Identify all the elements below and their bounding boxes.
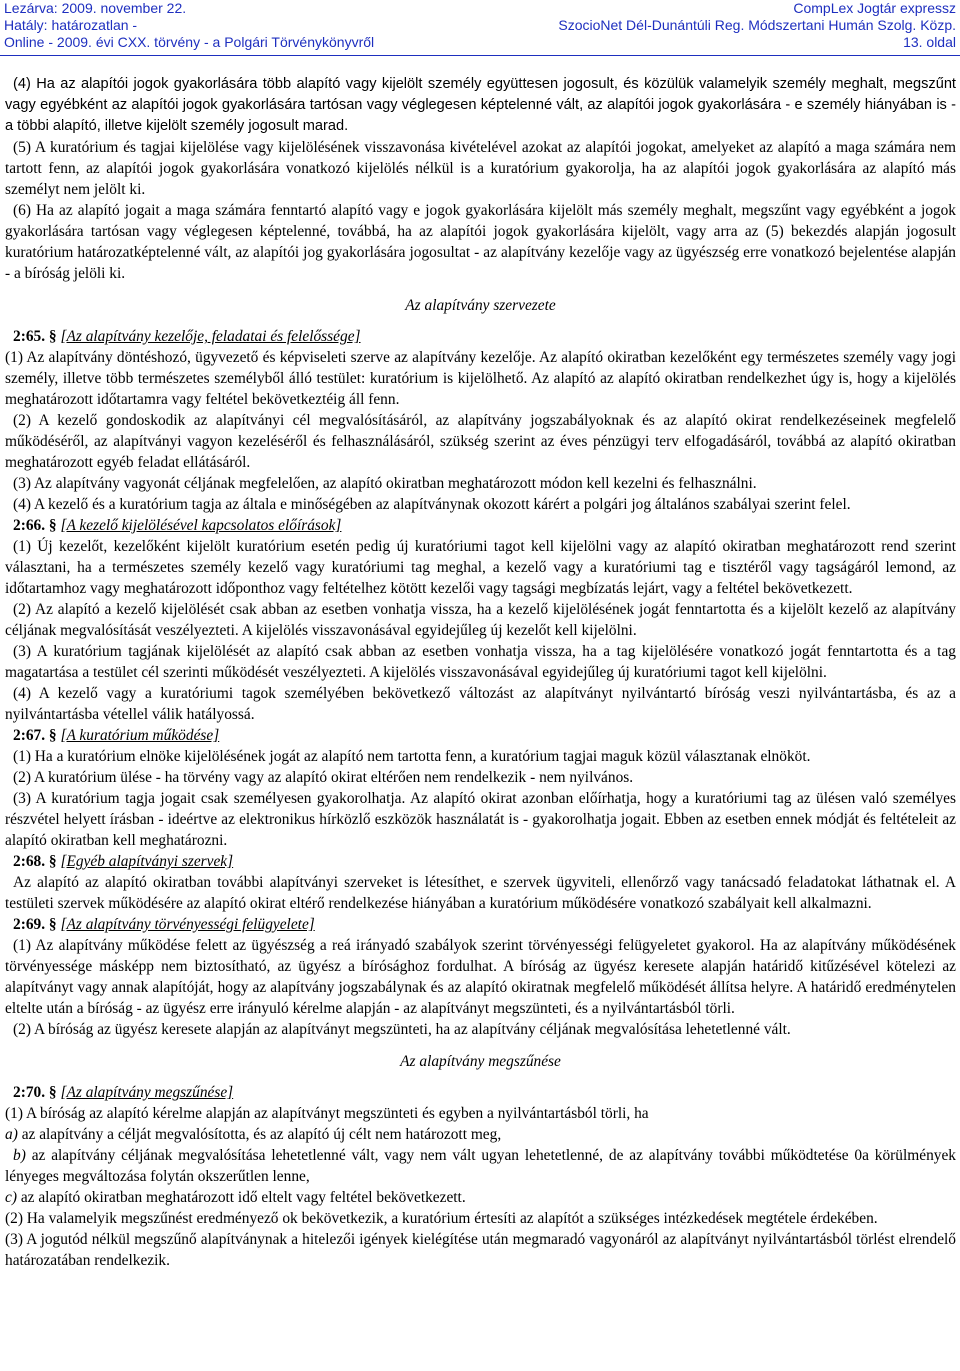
section-2-66-para-4: (4) A kezelő vagy a kuratóriumi tagok személyében bekövetkező változást az alapítványt nyilvántartó bíróság veszi nyilvántartásba, és az a nyilvántartásba vétellel válik hatályossá.: [5, 685, 956, 723]
section-number: 2:66. §: [13, 517, 57, 534]
section-title: [Az alapítvány kezelője, feladatai és felelőssége]: [60, 328, 361, 345]
section-heading-termination: Az alapítvány megszűnése: [400, 1053, 561, 1070]
section-2-67-para-2: (2) A kuratórium ülése - ha törvény vagy az alapító okirat eltérően nem rendelkezik - nem nyilvános.: [13, 769, 634, 786]
section-2-67-para-3: (3) A kuratórium tagja jogait csak személyesen gyakorolhatja. Az alapító okirat azonban előírhatja, hogy a kuratóriumi tag az ülésen való személyes részvétel helyett írásban - ideértve az elektronikus hírközlő eszközök használatát is - gyakorolhatja jogait. Ebben az esetben ennek módját és feltételeit az alapító okiratban kell meghatározni.: [5, 790, 956, 849]
section-2-69-heading: [5, 914, 956, 935]
section-2-70-point-c: [5, 1187, 956, 1208]
section-2-69-para-2: (2) A bíróság az ügyész keresete alapján az alapítványt megszünteti, ha az alapítvány céljának megvalósítása lehetetlenné vált.: [13, 1021, 791, 1038]
point-text: az alapítvány céljának megvalósítása lehetetlenné vált, vagy nem vált ugyan lehetetlenné, de az alapítvány további működtetése 0a körülmények lényeges megváltozása folytán okszerűtlen lenne,: [5, 1147, 956, 1185]
section-number: 2:70. §: [13, 1084, 57, 1101]
header-left: [4, 0, 374, 51]
section-2-66-para-3: (3) A kuratórium tagjának kijelölését az alapító csak abban az esetben vonhatja vissza, ha a tag kijelölésére vonatkozó jogát fenntartotta és a tag magatartása a testület cél szerinti működését veszélyezteti. A kijelölés visszavonásával egyidejűleg új kuratóriumi tagot kell kijelölni.: [5, 643, 956, 681]
header-product-name: CompLex Jogtár expressz: [793, 0, 956, 16]
section-number: 2:69. §: [13, 916, 57, 933]
section-number: 2:65. §: [13, 328, 57, 345]
point-text: az alapító okiratban meghatározott idő eltelt vagy feltétel bekövetkezett.: [20, 1189, 466, 1206]
section-2-68-para-1: Az alapító az alapító okiratban további alapítványi szerveket is létesíthet, e szervek ügyviteli, ellenőrző vagy tanácsadó feladatokat láthatnak el. A testületi szervek működésére az alapító okirat eltérő rendelkezése hiányában a kuratórium működésére vonatkozó szabályait kell alkalmazni.: [5, 874, 956, 912]
section-2-69-para-1: (1) Az alapítvány működése felett az ügyészség a reá irányadó szabályok szerint törvényességi felügyeletet gyakorol. Ha az alapítvány működésének törvényessége másképp nem biztosítható, az ügyész a bírósághoz fordulhat. A bíróság az ügyész keresete alapján határidő kitűzésével kötelezi az alapítványt vagy annak alapítóját, hogy az alapítvány jogszabálynak és az alapító okiratnak megfelelő működését állítsa helyre. A határidő eredménytelen eltelte után a bíróság - az ügyész erre irányuló kérelme alapján - az alapítványt megszünteti, és a nyilvántartásból törli.: [5, 937, 956, 1017]
section-2-70-para-2: (2) Ha valamelyik megszűnést eredményező ok bekövetkezik, a kuratórium értesíti az alapítót a szükséges intézkedések megtétele érdekében.: [5, 1210, 878, 1227]
header-divider: [0, 55, 960, 56]
document-body: [5, 71, 956, 1271]
section-2-67-heading: [5, 725, 956, 746]
section-2-66-heading: [5, 515, 956, 536]
section-title: [Egyéb alapítványi szervek]: [60, 853, 234, 870]
section-2-70-para-1: (1) A bíróság az alapító kérelme alapján az alapítványt megszünteti és egyben a nyilvántartásból törli, ha: [5, 1105, 649, 1122]
section-title: [A kezelő kijelölésével kapcsolatos előírások]: [60, 517, 342, 534]
section-2-65-para-4: (4) A kezelő és a kuratórium tagja az általa e minőségében az alapítványnak okozott kárért a polgári jog általános szabályai szerint felel.: [13, 496, 851, 513]
point-marker: b): [13, 1147, 26, 1164]
section-2-70-point-b: [5, 1145, 956, 1187]
header-right: [558, 0, 956, 51]
point-text: az alapítvány a célját megvalósította, és az alapító új célt nem határozott meg,: [21, 1126, 502, 1143]
point-marker: a): [5, 1126, 18, 1143]
section-number: 2:67. §: [13, 727, 57, 744]
header-organization: SzocioNet Dél-Dunántúli Reg. Módszertani Humán Szolg. Közp.: [558, 17, 956, 33]
section-2-66-para-2: (2) Az alapító a kezelő kijelölését csak abban az esetben vonhatja vissza, ha a kezelő kijelölésének jogát fenntartotta és a kijelölt kezelő az alapítvány céljának megvalósítását veszélyezteti. A kijelölés visszavonásával egyidejűleg új kezelőt kell kijelölni.: [5, 601, 956, 639]
paragraph-6: (6) Ha az alapító jogait a maga számára fenntartó alapító vagy e jogok gyakorlására kijelölt más személy meghalt, megszűnt vagy egyébként a jogok gyakorlására tartósan vagy véglegesen képtelenné, továbbá, ha az alapítói jogok gyakorlására kijelölt, vagy arra az (5) bekezdés alapján jogosult kuratórium határozatképtelenné vált, az alapítói jog gyakorlására jogosultat - az alapítvány kezelője vagy az ügyészség erre vonatkozó bejelentése alapján - a bíróság jelöli ki.: [5, 202, 956, 282]
paragraph-4: (4) Ha az alapítói jogok gyakorlására több alapító vagy kijelölt személy együttesen jogosult, és közülük valamelyik személy meghalt, megszűnt vagy egyébként az alapítói jogok gyakorlására tartósan vagy véglegesen képtelenné vált, az alapítói jogok gyakorlására - e személy hiányában is - a többi alapító, illetve kijelölt személy jogosult marad.: [5, 76, 956, 134]
section-2-70-heading: [5, 1082, 956, 1103]
section-2-65-para-3: (3) Az alapítvány vagyonát céljának megfelelően, az alapító okiratban meghatározott módon kell kezelni és felhasználni.: [13, 475, 757, 492]
section-2-70-point-a: [5, 1124, 956, 1145]
paragraph-5: (5) A kuratórium és tagjai kijelölése vagy kijelölésének visszavonása kivételével azokat az alapítói jogokat, amelyeket az alapító a maga számára nem tartott fenn, az alapítói jogok gyakorlására vonatkozó kijelölés nélkül is a kuratórium gyakorolja, ha az alapítói jogok gyakorlására az alapító más személyt nem jelölt ki.: [5, 139, 956, 198]
header-closed-date: Lezárva: 2009. november 22.: [4, 0, 187, 16]
section-title: [Az alapítvány törvényességi felügyelete]: [60, 916, 315, 933]
header-validity: Hatály: határozatlan -: [4, 17, 138, 33]
section-number: 2:68. §: [13, 853, 57, 870]
section-2-65-para-1: (1) Az alapítvány döntéshozó, ügyvezető és képviseleti szerve az alapítvány kezelője. Az alapító okiratban kezelőként egy természetes személy vagy jogi személy, illetve több természetes személyből álló testület: kuratórium is kijelölhető. Az alapító az alapító okiratban rendelkezhet úgy is, hogy a kijelölés meghatározott időtartamra vagy feltétel bekövetkeztéig áll fenn.: [5, 349, 956, 408]
section-2-70-para-3: (3) A jogutód nélkül megszűnő alapítványnak a hitelezői igények kielégítése után megmaradó vagyonáról az alapítványt nyilvántartásból törlést elrendelő határozatában rendelkezik.: [5, 1231, 956, 1269]
section-title: [Az alapítvány megszűnése]: [60, 1084, 234, 1101]
section-2-65-para-2: (2) A kezelő gondoskodik az alapítványi cél megvalósításáról, az alapítvány jogszabályoknak és az alapító okirat rendelkezéseinek megfelelő működéséről, az alapítványi vagyon kezeléséről és felhasználásáról, szükség szerint az éves pénzügyi terv elfogadásáról, továbbá az alapító okiratban meghatározott egyéb feladat ellátásáról.: [5, 412, 956, 471]
section-2-68-heading: [5, 851, 956, 872]
section-2-66-para-1: (1) Új kezelőt, kezelőként kijelölt kuratórium esetén pedig új kuratóriumi tagot kell kijelölni vagy az alapító okiratban meghatározott rend szerint választani, ha a természetes személy kezelő vagy kuratóriumi tag meghal, a kezelő vagy a kuratóriumi tag e tisztéről vagy tagságáról lemond, az időtartamhoz vagy meghatározott időponthoz vagy feltételhez kötött kezelői vagy tagsági megbízatás lejárt, vagy a feltétel bekövetkezett.: [5, 538, 956, 597]
section-heading-organization: Az alapítvány szervezete: [405, 297, 556, 314]
header-page-number: 13. oldal: [903, 34, 956, 50]
section-title: [A kuratórium működése]: [60, 727, 220, 744]
point-marker: c): [5, 1189, 17, 1206]
section-2-65-heading: [5, 326, 956, 347]
page-header: [4, 0, 956, 52]
section-2-67-para-1: (1) Ha a kuratórium elnöke kijelölésének jogát az alapító nem tartotta fenn, a kuratórium tagjai maguk közül választanak elnököt.: [13, 748, 811, 765]
header-law-title: Online - 2009. évi CXX. törvény - a Polgári Törvénykönyvről: [4, 34, 375, 50]
